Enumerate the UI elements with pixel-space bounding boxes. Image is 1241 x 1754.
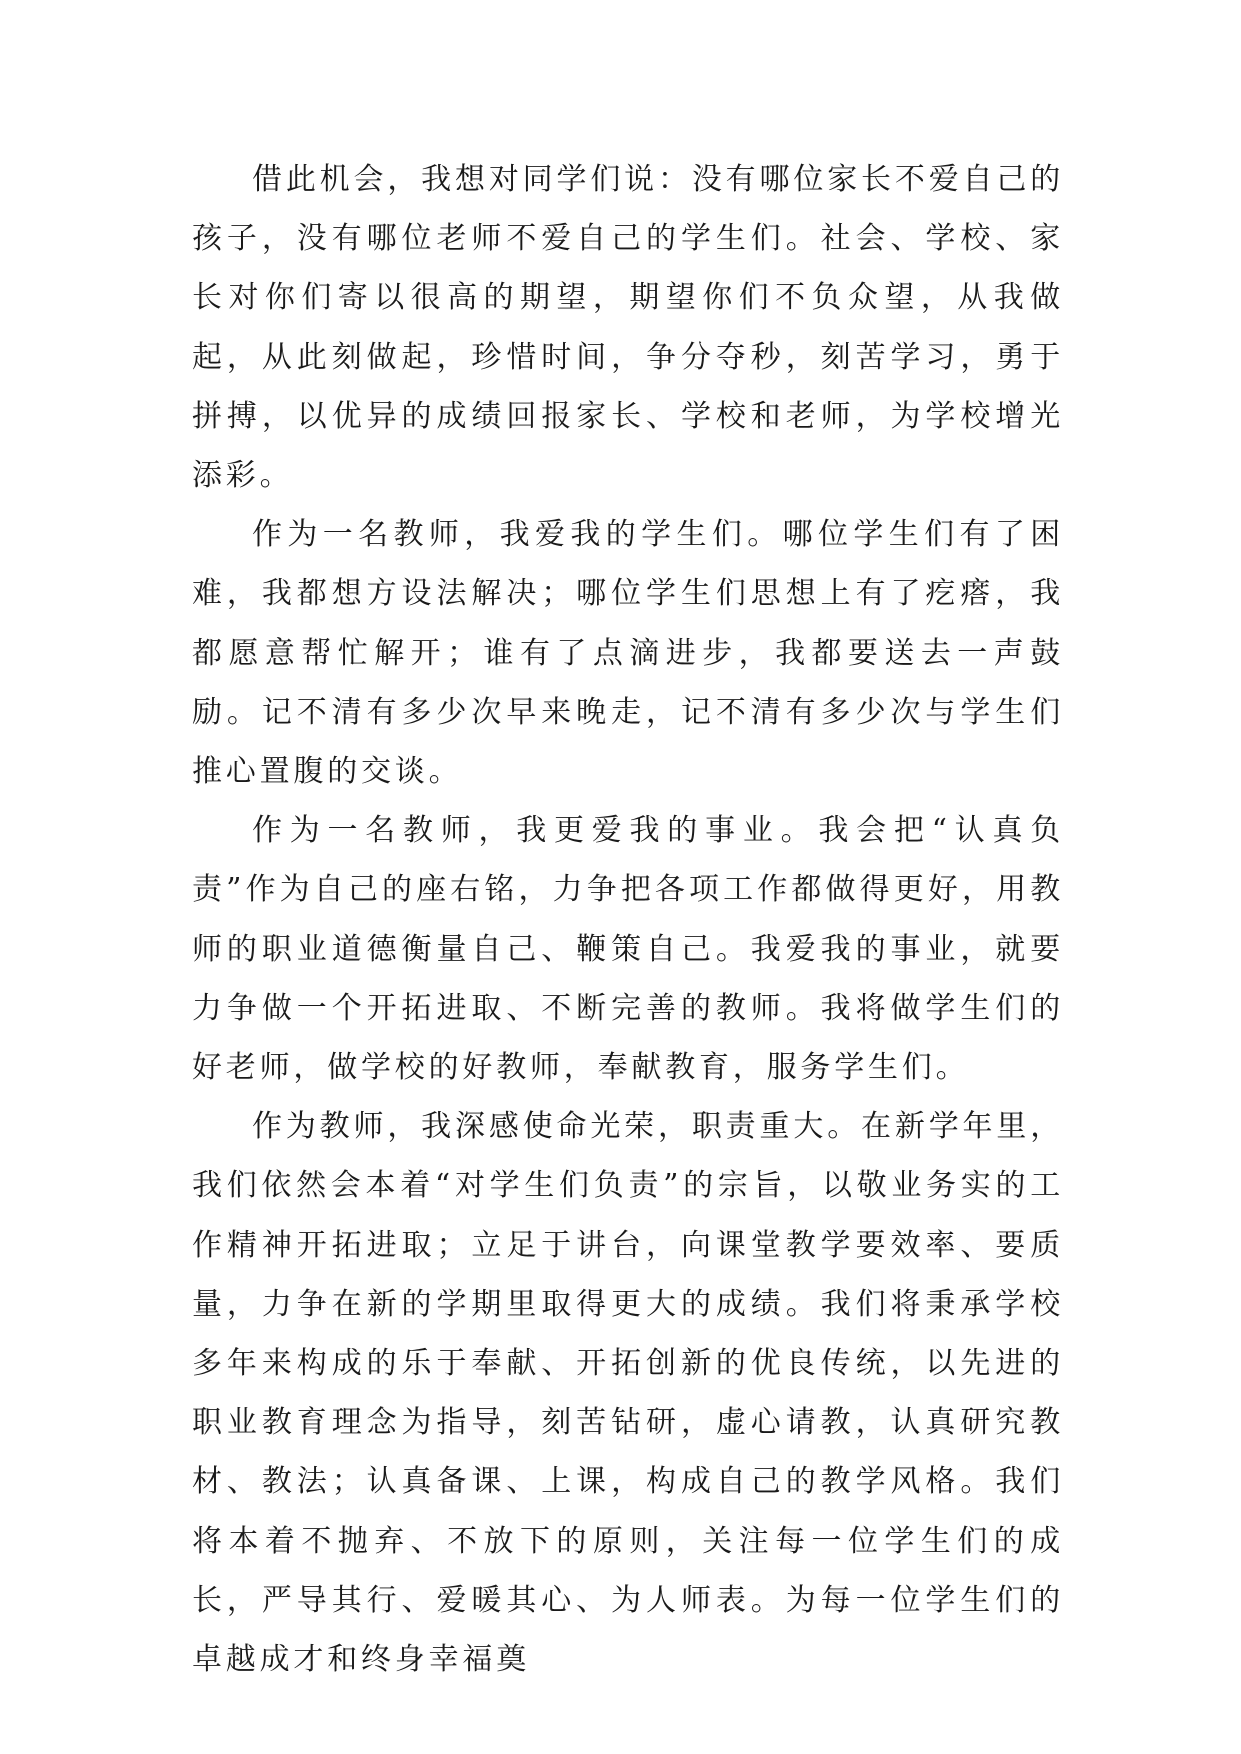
paragraph: 借此机会，我想对同学们说：没有哪位家长不爱自己的孩子，没有哪位老师不爱自己的学生们。社会、学校、家长对你们寄以很高的期望，期望你们不负众望，从我做起，从此刻做起，珍惜时间，争分夺秒，刻苦学习，勇于拼搏，以优异的成绩回报家长、学校和老师，为学校增光添彩。	[192, 162, 1064, 494]
paragraph: 作为一名教师，我爱我的学生们。哪位学生们有了困难，我都想方设法解决；哪位学生们思想上有了疙瘩，我都愿意帮忙解开；谁有了点滴进步，我都要送去一声鼓励。记不清有多少次早来晚走，记不清有多少次与学生们推心置腹的交谈。	[192, 517, 1064, 790]
paragraph: 作为教师，我深感使命光荣，职责重大。在新学年里，我们依然会本着“对学生们负责”的宗旨，以敬业务实的工作精神开拓进取；立足于讲台，向课堂教学要效率、要质量，力争在新的学期里取得更大的成绩。我们将秉承学校多年来构成的乐于奉献、开拓创新的优良传统，以先进的职业教育理念为指导，刻苦钻研，虚心请教，认真研究教材、教法；认真备课、上课，构成自己的教学风格。我们将本着不抛弃、不放下的原则，关注每一位学生们的成长，严导其行、爱暖其心、为人师表。为每一位学生们的卓越成才和终身幸福奠	[192, 1109, 1064, 1678]
paragraph: 作为一名教师，我更爱我的事业。我会把“认真负责”作为自己的座右铭，力争把各项工作都做得更好，用教师的职业道德衡量自己、鞭策自己。我爱我的事业，就要力争做一个开拓进取、不断完善的教师。我将做学生们的好老师，做学校的好教师，奉献教育，服务学生们。	[192, 813, 1064, 1086]
document-page	[192, 150, 1064, 1689]
